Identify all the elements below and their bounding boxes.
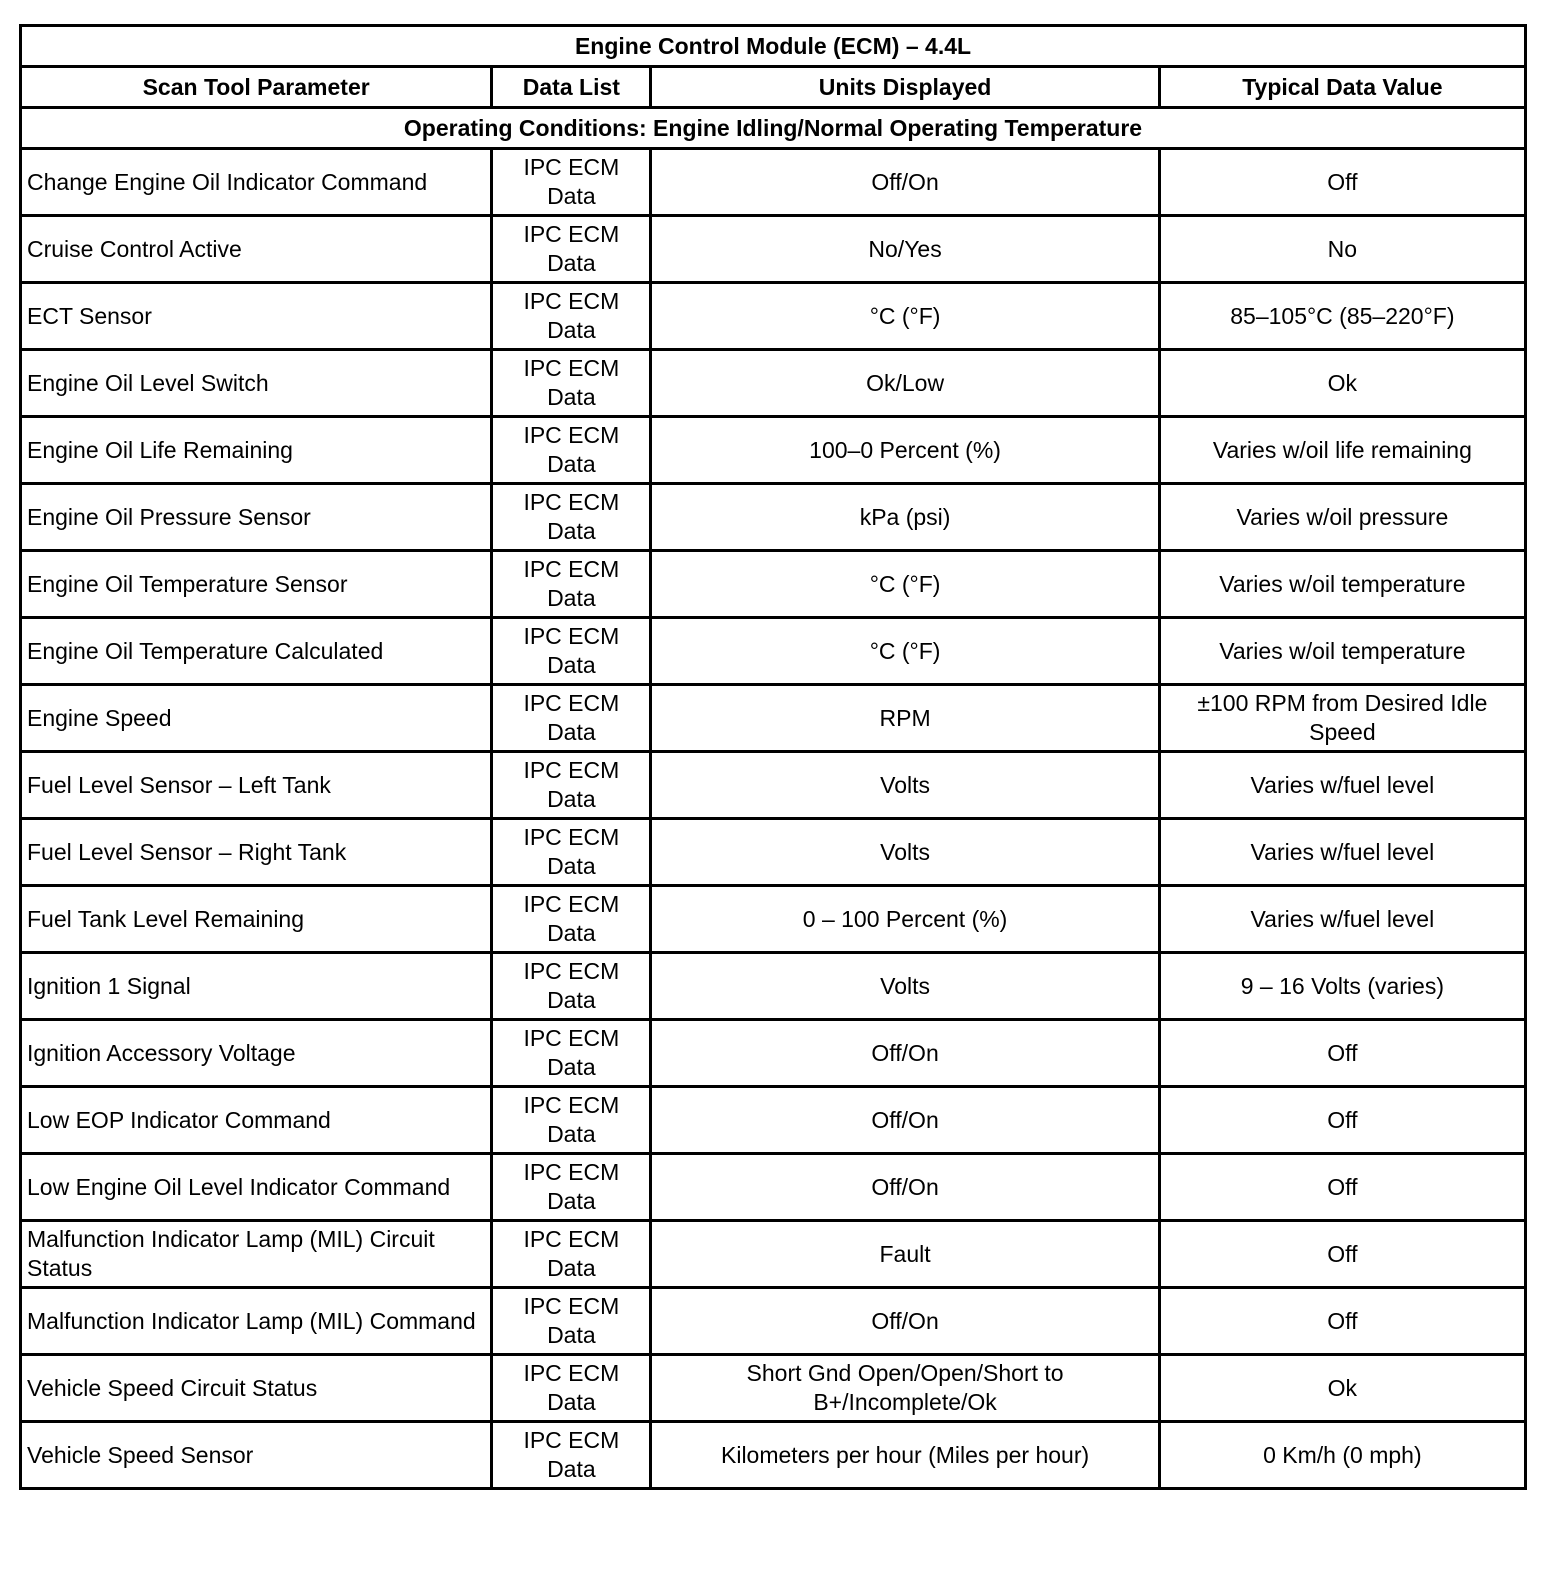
table-title: Engine Control Module (ECM) – 4.4L (21, 26, 1526, 67)
units-displayed-cell: °C (°F) (651, 618, 1159, 685)
units-displayed-cell: Fault (651, 1221, 1159, 1288)
data-list-cell: IPC ECM Data (492, 1087, 651, 1154)
typical-data-value-cell: 85–105°C (85–220°F) (1159, 283, 1525, 350)
typical-data-value-cell: Varies w/oil temperature (1159, 551, 1525, 618)
typical-data-value-cell: Varies w/fuel level (1159, 752, 1525, 819)
column-header-typical-data-value: Typical Data Value (1159, 67, 1525, 108)
parameter-cell: Ignition Accessory Voltage (21, 1020, 492, 1087)
data-list-cell: IPC ECM Data (492, 350, 651, 417)
parameter-cell: Engine Speed (21, 685, 492, 752)
data-list-cell: IPC ECM Data (492, 149, 651, 216)
data-list-cell: IPC ECM Data (492, 1020, 651, 1087)
units-displayed-cell: 100–0 Percent (%) (651, 417, 1159, 484)
units-displayed-cell: Volts (651, 953, 1159, 1020)
table-row (21, 1020, 1526, 1087)
column-header-row (21, 67, 1526, 108)
table-row (21, 1087, 1526, 1154)
data-list-cell: IPC ECM Data (492, 283, 651, 350)
units-displayed-cell: Volts (651, 752, 1159, 819)
parameter-cell: Fuel Tank Level Remaining (21, 886, 492, 953)
table-body (21, 108, 1526, 1489)
parameter-cell: Engine Oil Life Remaining (21, 417, 492, 484)
parameter-cell: Malfunction Indicator Lamp (MIL) Command (21, 1288, 492, 1355)
units-displayed-cell: kPa (psi) (651, 484, 1159, 551)
table-row (21, 1288, 1526, 1355)
table-title-row (21, 26, 1526, 67)
data-list-cell: IPC ECM Data (492, 618, 651, 685)
parameter-cell: Engine Oil Temperature Sensor (21, 551, 492, 618)
typical-data-value-cell: Varies w/oil pressure (1159, 484, 1525, 551)
units-displayed-cell: Kilometers per hour (Miles per hour) (651, 1422, 1159, 1489)
data-list-cell: IPC ECM Data (492, 1288, 651, 1355)
typical-data-value-cell: Varies w/oil life remaining (1159, 417, 1525, 484)
ecm-data-table (19, 24, 1527, 1490)
typical-data-value-cell: 0 Km/h (0 mph) (1159, 1422, 1525, 1489)
typical-data-value-cell: Varies w/fuel level (1159, 819, 1525, 886)
table-row (21, 283, 1526, 350)
parameter-cell: Ignition 1 Signal (21, 953, 492, 1020)
column-header-data-list: Data List (492, 67, 651, 108)
typical-data-value-cell: Off (1159, 1154, 1525, 1221)
units-displayed-cell: Off/On (651, 1154, 1159, 1221)
units-displayed-cell: Short Gnd Open/Open/Short to B+/Incomplete/Ok (651, 1355, 1159, 1422)
typical-data-value-cell: Varies w/oil temperature (1159, 618, 1525, 685)
units-displayed-cell: Off/On (651, 1087, 1159, 1154)
parameter-cell: Vehicle Speed Sensor (21, 1422, 492, 1489)
units-displayed-cell: Off/On (651, 1288, 1159, 1355)
units-displayed-cell: Off/On (651, 1020, 1159, 1087)
data-list-cell: IPC ECM Data (492, 1154, 651, 1221)
operating-conditions-row (21, 108, 1526, 149)
parameter-cell: Fuel Level Sensor – Right Tank (21, 819, 492, 886)
table-row (21, 1221, 1526, 1288)
parameter-cell: Low EOP Indicator Command (21, 1087, 492, 1154)
table-row (21, 350, 1526, 417)
table-row (21, 551, 1526, 618)
data-list-cell: IPC ECM Data (492, 953, 651, 1020)
column-header-scan-tool-parameter: Scan Tool Parameter (21, 67, 492, 108)
typical-data-value-cell: Off (1159, 1221, 1525, 1288)
data-list-cell: IPC ECM Data (492, 1221, 651, 1288)
table-row (21, 1355, 1526, 1422)
parameter-cell: Malfunction Indicator Lamp (MIL) Circuit Status (21, 1221, 492, 1288)
typical-data-value-cell: 9 – 16 Volts (varies) (1159, 953, 1525, 1020)
typical-data-value-cell: Off (1159, 1087, 1525, 1154)
data-list-cell: IPC ECM Data (492, 1355, 651, 1422)
data-list-cell: IPC ECM Data (492, 216, 651, 283)
parameter-cell: Engine Oil Temperature Calculated (21, 618, 492, 685)
table-row (21, 417, 1526, 484)
units-displayed-cell: No/Yes (651, 216, 1159, 283)
table-row (21, 685, 1526, 752)
typical-data-value-cell: Off (1159, 1288, 1525, 1355)
units-displayed-cell: RPM (651, 685, 1159, 752)
typical-data-value-cell: Off (1159, 149, 1525, 216)
table-row (21, 953, 1526, 1020)
data-list-cell: IPC ECM Data (492, 1422, 651, 1489)
parameter-cell: ECT Sensor (21, 283, 492, 350)
typical-data-value-cell: Ok (1159, 350, 1525, 417)
parameter-cell: Cruise Control Active (21, 216, 492, 283)
typical-data-value-cell: Ok (1159, 1355, 1525, 1422)
units-displayed-cell: Off/On (651, 149, 1159, 216)
table-row (21, 752, 1526, 819)
operating-conditions-label: Operating Conditions: Engine Idling/Normal Operating Temperature (21, 108, 1526, 149)
units-displayed-cell: °C (°F) (651, 551, 1159, 618)
parameter-cell: Engine Oil Level Switch (21, 350, 492, 417)
data-list-cell: IPC ECM Data (492, 685, 651, 752)
data-list-cell: IPC ECM Data (492, 752, 651, 819)
data-list-cell: IPC ECM Data (492, 551, 651, 618)
table-row (21, 149, 1526, 216)
parameter-cell: Fuel Level Sensor – Left Tank (21, 752, 492, 819)
units-displayed-cell: °C (°F) (651, 283, 1159, 350)
data-list-cell: IPC ECM Data (492, 886, 651, 953)
table-row (21, 1154, 1526, 1221)
typical-data-value-cell: No (1159, 216, 1525, 283)
parameter-cell: Vehicle Speed Circuit Status (21, 1355, 492, 1422)
table-row (21, 819, 1526, 886)
data-list-cell: IPC ECM Data (492, 417, 651, 484)
units-displayed-cell: Volts (651, 819, 1159, 886)
data-list-cell: IPC ECM Data (492, 484, 651, 551)
table-row (21, 1422, 1526, 1489)
typical-data-value-cell: Off (1159, 1020, 1525, 1087)
parameter-cell: Change Engine Oil Indicator Command (21, 149, 492, 216)
column-header-units-displayed: Units Displayed (651, 67, 1159, 108)
table-row (21, 618, 1526, 685)
typical-data-value-cell: Varies w/fuel level (1159, 886, 1525, 953)
data-list-cell: IPC ECM Data (492, 819, 651, 886)
units-displayed-cell: Ok/Low (651, 350, 1159, 417)
typical-data-value-cell: ±100 RPM from Desired Idle Speed (1159, 685, 1525, 752)
units-displayed-cell: 0 – 100 Percent (%) (651, 886, 1159, 953)
table-row (21, 484, 1526, 551)
table-row (21, 886, 1526, 953)
table-row (21, 216, 1526, 283)
parameter-cell: Low Engine Oil Level Indicator Command (21, 1154, 492, 1221)
parameter-cell: Engine Oil Pressure Sensor (21, 484, 492, 551)
